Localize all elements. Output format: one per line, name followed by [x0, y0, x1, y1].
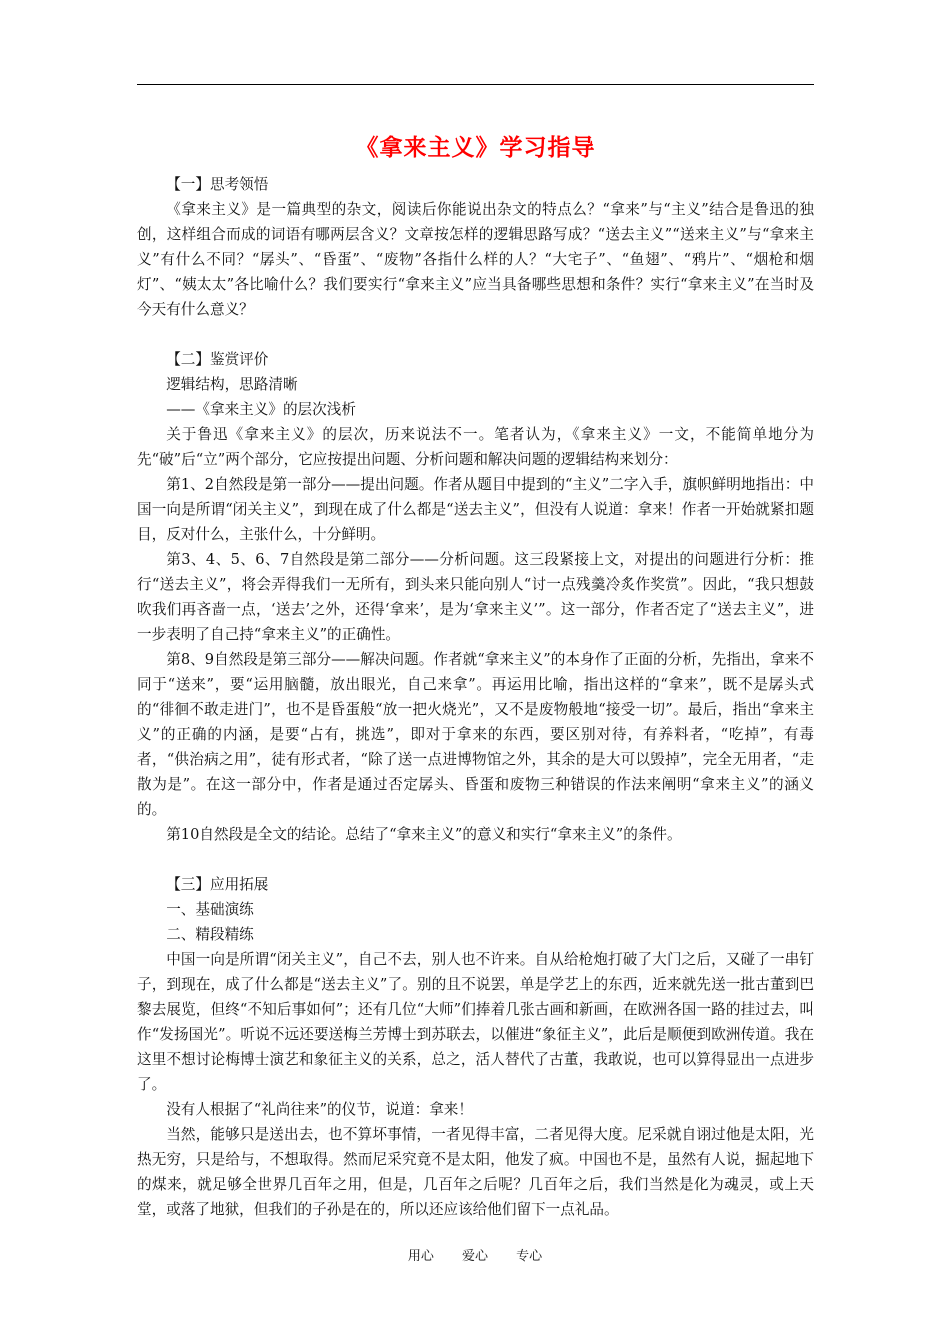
paragraph: 逻辑结构，思路清晰 [166, 376, 298, 393]
section-heading: 【二】鉴赏评价 [166, 351, 269, 368]
paragraph: 第1、2自然段是第一部分——提出问题。作者从题目中提到的“主义”二字入手，旗帜鲜明地指出：中国一向是所谓“闭关主义”，到现在成了什么都是“送去主义”，但没有人说道：拿来！作者一开始就紧扣题目，反对什么，主张什么，十分鲜明。 [137, 476, 814, 543]
paragraph: 《拿来主义》是一篇典型的杂文，阅读后你能说出杂文的特点么？“拿来”与“主义”结合是鲁迅的独创，这样组合而成的词语有哪两层含义？文章按怎样的逻辑思路写成？“送去主义”“送来主义”与“拿来主义”有什么不同？“孱头”、“昏蛋”、“废物”各指什么样的人？“大宅子”、“鱼翅”、“鸦片”、“烟枪和烟灯”、“姨太太”各比喻什么？我们要实行“拿来主义”应当具备哪些思想和条件？实行“拿来主义”在当时及今天有什么意义？ [137, 201, 814, 318]
paragraph: 当然，能够只是送出去，也不算坏事情，一者见得丰富，二者见得大度。尼采就自诩过他是太阳，光热无穷，只是给与，不想取得。然而尼采究竟不是太阳，他发了疯。中国也不是，虽然有人说，掘起地下的煤来，就足够全世界几百年之用，但是，几百年之后呢？几百年之后，我们当然是化为魂灵，或上天堂，或落了地狱，但我们的子孙是在的，所以还应该给他们留下一点礼品。 [137, 1126, 814, 1218]
section-heading: 【三】应用拓展 [166, 876, 269, 893]
paragraph: 关于鲁迅《拿来主义》的层次，历来说法不一。笔者认为，《拿来主义》一文，不能简单地分为先“破”后“立”两个部分，它应按提出问题、分析问题和解决问题的逻辑结构来划分： [137, 426, 814, 468]
footer-text: 爱心 [461, 1249, 488, 1264]
paragraph: 中国一向是所谓“闭关主义”，自己不去，别人也不许来。自从给枪炮打破了大门之后，又碰了一串钉子，到现在，成了什么都是“送去主义”了。别的且不说罢，单是学艺上的东西，近来就先送一批古董到巴黎去展览，但终“不知后事如何”；还有几位“大师”们捧着几张古画和新画，在欧洲各国一路的挂过去，叫作“发扬国光”。听说不远还要送梅兰芳博士到苏联去，以催进“象征主义”，此后是顺便到欧洲传道。我在这里不想讨论梅博士演艺和象征主义的关系，总之，活人替代了古董，我敢说，也可以算得显出一点进步了。 [137, 951, 814, 1093]
footer-text: 用心 [407, 1249, 434, 1264]
paragraph: 二、精段精练 [166, 926, 254, 943]
paragraph: 第8、9自然段是第三部分——解决问题。作者就“拿来主义”的本身作了正面的分析，先指出，拿来不同于“送来”，要“运用脑髓，放出眼光，自己来拿”。再运用比喻，指出这样的“拿来”，既不是孱头式的“徘徊不敢走进门”，也不是昏蛋般“放一把火烧光”，又不是废物般地“接受一切”。最后，指出“拿来主义”的正确的内涵，是要“占有，挑选”，即对于拿来的东西，要区别对待，有养料者，“吃掉”，有毒者，“供治病之用”，徒有形式者，“除了送一点进博物馆之外，其余的是大可以毁掉”，完全无用者，“走散为是”。在这一部分中，作者是通过否定孱头、昏蛋和废物三种错误的作法来阐明“拿来主义”的涵义的。 [137, 651, 814, 818]
paragraph: 没有人根据了“礼尚往来”的仪节，说道：拿来！ [166, 1101, 473, 1118]
document-title: 《拿来主义》学习指导 [355, 135, 596, 161]
page-footer [0, 1247, 950, 1267]
paragraph: ——《拿来主义》的层次浅析 [166, 401, 356, 418]
paragraph: 一、基础演练 [166, 901, 254, 918]
footer-text: 专心 [516, 1249, 543, 1264]
document-body [137, 172, 814, 1222]
paragraph: 第10自然段是全文的结论。总结了“拿来主义”的意义和实行“拿来主义”的条件。 [166, 826, 682, 843]
header-rule [137, 84, 814, 85]
paragraph: 第3、4、5、6、7自然段是第二部分——分析问题。这三段紧接上文，对提出的问题进行分析：推行“送去主义”，将会弄得我们一无所有，到头来只能向别人“讨一点残羹冷炙作奖赏”。因此，“我只想鼓吹我们再吝啬一点，‘送去’之外，还得‘拿来’，是为‘拿来主义’”。这一部分，作者否定了“送去主义”，进一步表明了自己持“拿来主义”的正确性。 [137, 551, 814, 643]
section-heading: 【一】思考领悟 [166, 176, 269, 193]
